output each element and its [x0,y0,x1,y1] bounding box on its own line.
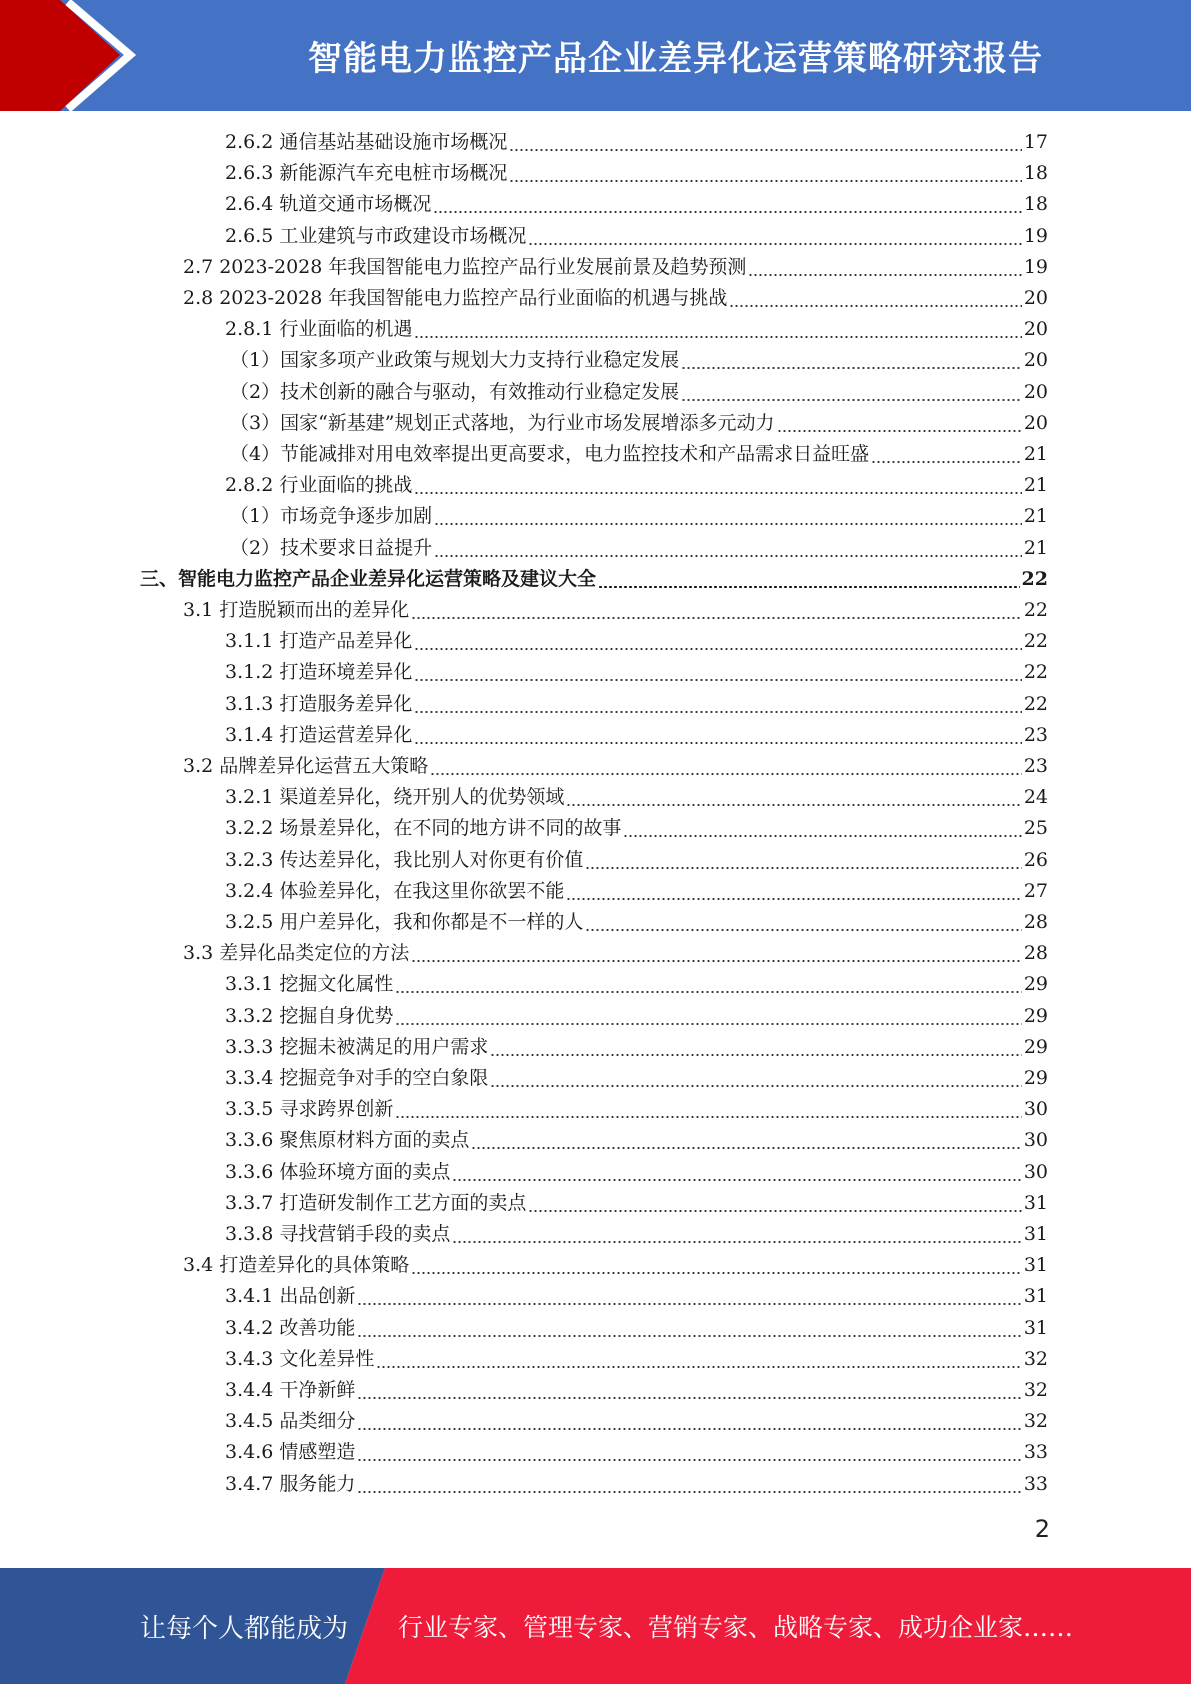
toc-entry-title: 品类细分 [279,1410,356,1433]
toc-entry-number: 3.4.1 [225,1285,274,1308]
toc-entry-page: 28 [1023,911,1048,933]
toc-entry-number: 3.4.6 [225,1441,274,1464]
toc-entry-page: 29 [1023,973,1048,996]
toc-entry-number: 3.1.2 [225,661,274,684]
footer-slogan-left: 让每个人都能成为 [140,1613,349,1644]
toc-dot-leader [528,243,1021,245]
toc-entry-page: 31 [1023,1223,1048,1245]
toc-entry-number: 3.2.2 [225,817,274,840]
toc-dot-leader [871,461,1022,463]
toc-entry-title: 挖掘文化属性 [279,973,394,996]
toc-entry-title: 品牌差异化运营五大策略 [219,755,429,777]
toc-entry[interactable] [183,938,1048,969]
toc-entry[interactable] [225,1001,1048,1032]
toc-dot-leader [748,274,1021,276]
toc-entry[interactable] [230,408,1048,439]
toc-entry-title: 技术要求日益提升 [280,536,433,559]
toc-entry-title: 新能源汽车充电桩市场概况 [279,162,508,185]
toc-dot-leader [414,648,1021,650]
toc-entry[interactable] [225,1313,1048,1344]
toc-entry[interactable] [225,1469,1048,1500]
toc-entry-page: 32 [1023,1379,1048,1401]
toc-dot-leader [777,430,1022,432]
toc-entry-page: 31 [1023,1254,1048,1277]
toc-dot-leader [585,929,1021,931]
toc-dot-leader [414,742,1021,744]
toc-entry-number: 3.3.8 [225,1223,274,1245]
toc-entry[interactable] [225,657,1048,688]
toc-dot-leader [490,1085,1021,1087]
toc-entry-page: 18 [1023,162,1048,185]
toc-entry-title: 传达差异化，我比别人对你更有价值 [279,848,584,871]
toc-entry-number: 3.1.3 [225,692,274,715]
toc-entry-page: 21 [1023,443,1048,465]
toc-dot-leader [433,211,1021,213]
toc-entry-page: 19 [1023,255,1048,278]
toc-dot-leader [490,1054,1021,1056]
toc-entry-number: 3.3.1 [225,973,274,996]
toc-entry-number: 2.8 [183,287,214,309]
toc-entry-page: 20 [1023,349,1048,372]
toc-entry[interactable] [183,283,1048,314]
toc-entry-number: 3.1.4 [225,723,274,746]
toc-entry-page: 23 [1023,723,1048,746]
toc-entry-number: 2.6.2 [225,131,274,153]
toc-entry-page: 22 [1023,661,1048,684]
toc-entry[interactable] [225,1344,1048,1375]
toc-entry[interactable] [140,564,1048,595]
toc-entry-title: 用户差异化，我和你都是不一样的人 [279,911,584,933]
footer-slogan-right: 行业专家、管理专家、营销专家、战略专家、成功企业家…… [398,1613,1074,1642]
toc-dot-leader [681,399,1022,401]
toc-dot-leader [528,1210,1021,1212]
toc-dot-leader [376,1366,1021,1368]
toc-entry[interactable] [183,751,1048,782]
toc-entry-number: 3.4.2 [225,1316,274,1339]
toc-entry-number: 3.4 [183,1254,214,1277]
toc-entry-title: 改善功能 [279,1316,356,1339]
toc-entry-title: 2023-2028 年我国智能电力监控产品行业发展前景及趋势预测 [219,255,747,278]
toc-entry-number: 3.3.5 [225,1098,274,1121]
toc-entry[interactable] [230,345,1048,376]
toc-entry-page: 18 [1023,193,1048,216]
toc-entry-page: 17 [1023,131,1048,153]
toc-dot-leader [357,1335,1021,1337]
toc-entry-page: 29 [1023,1004,1048,1027]
toc-entry-number: 3.2 [183,755,214,777]
toc-entry-title: 行业面临的机遇 [279,318,413,341]
toc-dot-leader [509,149,1021,151]
toc-entry-page: 22 [1021,567,1048,590]
toc-entry[interactable] [183,1250,1048,1281]
toc-entry-page: 24 [1023,786,1048,809]
toc-entry[interactable] [225,1125,1048,1156]
toc-entry-title: 节能减排对用电效率提出更高要求，电力监控技术和产品需求日益旺盛 [280,443,870,465]
toc-dot-leader [395,991,1021,993]
toc-dot-leader [623,835,1021,837]
toc-dot-leader [471,1147,1021,1149]
toc-entry-title: 打造研发制作工艺方面的卖点 [279,1191,527,1214]
toc-entry[interactable] [225,845,1048,876]
toc-dot-leader [452,1179,1021,1181]
toc-entry-title: 情感塑造 [279,1441,356,1464]
toc-entry-title: 服务能力 [279,1472,356,1495]
toc-entry-title: 打造差异化的具体策略 [219,1254,410,1277]
toc-entry-title: 行业面临的挑战 [279,474,413,497]
toc-entry-title: 通信基站基础设施市场概况 [279,131,508,153]
toc-entry[interactable] [230,533,1048,564]
toc-entry[interactable] [225,907,1048,938]
toc-entry-number: （3） [230,411,281,434]
toc-entry[interactable] [225,1437,1048,1468]
toc-entry-page: 32 [1023,1410,1048,1433]
toc-entry-title: 渠道差异化，绕开别人的优势领域 [279,786,565,809]
toc-dot-leader [566,898,1021,900]
toc-entry-number: （2） [230,536,281,559]
toc-entry[interactable] [183,595,1048,626]
toc-entry-page: 22 [1023,630,1048,653]
toc-entry-number: （1） [230,505,281,528]
toc-entry[interactable] [225,876,1048,907]
toc-entry-number: 3.3.2 [225,1004,274,1027]
toc-dot-leader [434,555,1022,557]
toc-entry-number: 3.3.6 [225,1129,274,1152]
toc-entry-page: 20 [1023,380,1048,403]
toc-entry-title: 打造产品差异化 [279,630,413,653]
toc-entry[interactable] [230,377,1048,408]
toc-entry[interactable] [225,813,1048,844]
toc-entry-page: 33 [1023,1441,1048,1464]
toc-entry-number: （1） [230,349,281,372]
toc-entry-title: 文化差异性 [279,1347,375,1370]
toc-entry-page: 20 [1023,318,1048,341]
toc-entry-page: 32 [1023,1347,1048,1370]
toc-entry-number: 3.3 [183,942,214,965]
toc-entry-title: 挖掘未被满足的用户需求 [279,1035,489,1058]
toc-entry-number: 三、 [140,567,179,590]
toc-entry[interactable] [225,1375,1048,1406]
toc-dot-leader [414,336,1021,338]
toc-entry-number: 2.8.1 [225,318,274,341]
toc-dot-leader [411,1272,1022,1274]
toc-entry-title: 打造运营差异化 [279,723,413,746]
toc-entry-page: 22 [1023,599,1048,621]
toc-entry-title: 场景差异化，在不同的地方讲不同的故事 [279,817,622,840]
toc-entry[interactable] [225,689,1048,720]
toc-entry-title: 国家“新基建”规划正式落地，为行业市场发展增添多元动力 [280,411,775,434]
toc-entry[interactable] [225,127,1048,158]
toc-entry-title: 挖掘竞争对手的空白象限 [279,1067,489,1089]
toc-entry-title: 2023-2028 年我国智能电力监控产品行业面临的机遇与挑战 [219,287,728,309]
toc-dot-leader [411,617,1022,619]
toc-entry-number: 3.1 [183,599,214,621]
toc-entry-number: 3.2.3 [225,848,274,871]
toc-entry-title: 体验环境方面的卖点 [279,1160,451,1183]
toc-entry-number: 2.6.4 [225,193,274,216]
toc-entry[interactable] [225,720,1048,751]
toc-entry[interactable] [225,1406,1048,1437]
toc-dot-leader [509,180,1021,182]
toc-entry-number: 2.6.3 [225,162,274,185]
toc-dot-leader [566,804,1021,806]
toc-entry-number: 3.4.5 [225,1410,274,1433]
toc-entry-page: 22 [1023,692,1048,715]
toc-entry-page: 29 [1023,1067,1048,1089]
toc-dot-leader [357,1491,1021,1493]
toc-entry[interactable] [225,969,1048,1000]
toc-entry-number: 2.7 [183,255,214,278]
toc-entry[interactable] [225,189,1048,220]
toc-entry-title: 体验差异化，在我这里你欲罢不能 [279,879,565,902]
toc-entry-title: 挖掘自身优势 [279,1004,394,1027]
toc-dot-leader [395,1023,1021,1025]
toc-dot-leader [357,1428,1021,1430]
toc-entry[interactable] [225,158,1048,189]
toc-entry[interactable] [225,470,1048,501]
toc-entry-page: 26 [1023,848,1048,871]
toc-entry-number: 3.3.6 [225,1160,274,1183]
toc-entry[interactable] [230,439,1048,470]
toc-entry-title: 寻求跨界创新 [279,1098,394,1121]
toc-dot-leader [395,1116,1021,1118]
document-title: 智能电力监控产品企业差异化运营策略研究报告 [308,39,1043,79]
toc-entry-page: 30 [1023,1129,1048,1152]
toc-entry[interactable] [225,221,1048,252]
toc-entry-title: 差异化品类定位的方法 [219,942,410,965]
toc-entry-title: 打造脱颖而出的差异化 [219,599,410,621]
toc-dot-leader [729,305,1021,307]
toc-dot-leader [585,867,1021,869]
toc-entry-page: 21 [1023,474,1048,497]
toc-entry-page: 21 [1023,505,1048,528]
toc-entry-number: 3.4.3 [225,1347,274,1370]
toc-entry[interactable] [225,782,1048,813]
toc-entry-number: 3.3.4 [225,1067,274,1089]
page-header [0,0,1191,111]
toc-entry-page: 20 [1023,411,1048,434]
toc-entry-title: 智能电力监控产品企业差异化运营策略及建议大全 [178,567,597,590]
toc-entry-title: 轨道交通市场概况 [279,193,432,216]
toc-entry-page: 28 [1023,942,1048,965]
toc-entry-number: 3.3.7 [225,1191,274,1214]
toc-dot-leader [414,679,1021,681]
toc-entry[interactable] [225,1157,1048,1188]
toc-entry-page: 33 [1023,1472,1048,1495]
toc-dot-leader [414,492,1021,494]
toc-entry-number: 3.3.3 [225,1035,274,1058]
toc-entry-number: 3.4.4 [225,1379,274,1401]
toc-entry-page: 23 [1023,755,1048,777]
toc-entry-title: 出品创新 [279,1285,356,1308]
toc-entry[interactable] [183,252,1048,283]
toc-entry[interactable] [225,1032,1048,1063]
toc-entry-page: 31 [1023,1316,1048,1339]
toc-entry-title: 聚焦原材料方面的卖点 [279,1129,470,1152]
toc-entry-page: 30 [1023,1098,1048,1121]
toc-entry-number: （4） [230,443,281,465]
toc-entry-page: 27 [1023,879,1048,902]
toc-entry[interactable] [225,1219,1048,1250]
toc-entry[interactable] [225,1188,1048,1219]
toc-entry[interactable] [225,1063,1048,1094]
toc-entry-title: 寻找营销手段的卖点 [279,1223,451,1245]
toc-entry-page: 21 [1023,536,1048,559]
toc-entry-title: 技术创新的融合与驱动，有效推动行业稳定发展 [280,380,680,403]
toc-entry-number: 2.8.2 [225,474,274,497]
toc-entry-number: （2） [230,380,281,403]
toc-entry[interactable] [225,1094,1048,1125]
toc-dot-leader [434,523,1022,525]
toc-entry-page: 19 [1023,224,1048,247]
toc-entry[interactable] [225,626,1048,657]
toc-entry[interactable] [225,1281,1048,1312]
toc-entry-title: 国家多项产业政策与规划大力支持行业稳定发展 [280,349,680,372]
toc-dot-leader [430,773,1022,775]
toc-entry-page: 25 [1023,817,1048,840]
toc-entry-page: 31 [1023,1285,1048,1308]
toc-entry-title: 打造环境差异化 [279,661,413,684]
toc-entry-number: 3.2.1 [225,786,274,809]
page-number: 2 [1034,1515,1050,1543]
toc-entry-number: 3.2.5 [225,911,274,933]
toc-entry-number: 2.6.5 [225,224,274,247]
page-footer [0,1568,1191,1684]
toc-entry-page: 29 [1023,1035,1048,1058]
toc-dot-leader [357,1459,1021,1461]
toc-entry-title: 市场竞争逐步加剧 [280,505,433,528]
toc-entry-title: 干净新鲜 [279,1379,356,1401]
toc-dot-leader [681,367,1022,369]
toc-entry-page: 20 [1023,287,1048,309]
toc-dot-leader [357,1397,1021,1399]
toc-entry-title: 打造服务差异化 [279,692,413,715]
toc-entry-number: 3.4.7 [225,1472,274,1495]
toc-entry-number: 3.2.4 [225,879,274,902]
toc-entry-page: 30 [1023,1160,1048,1183]
toc-entry[interactable] [230,501,1048,532]
toc-dot-leader [414,711,1021,713]
toc-entry-title: 工业建筑与市政建设市场概况 [279,224,527,247]
toc-dot-leader [598,586,1020,588]
toc-entry-page: 31 [1023,1191,1048,1214]
toc-dot-leader [357,1303,1021,1305]
toc-dot-leader [452,1241,1021,1243]
toc-entry-number: 3.1.1 [225,630,274,653]
toc-dot-leader [411,960,1022,962]
toc-entry[interactable] [225,314,1048,345]
